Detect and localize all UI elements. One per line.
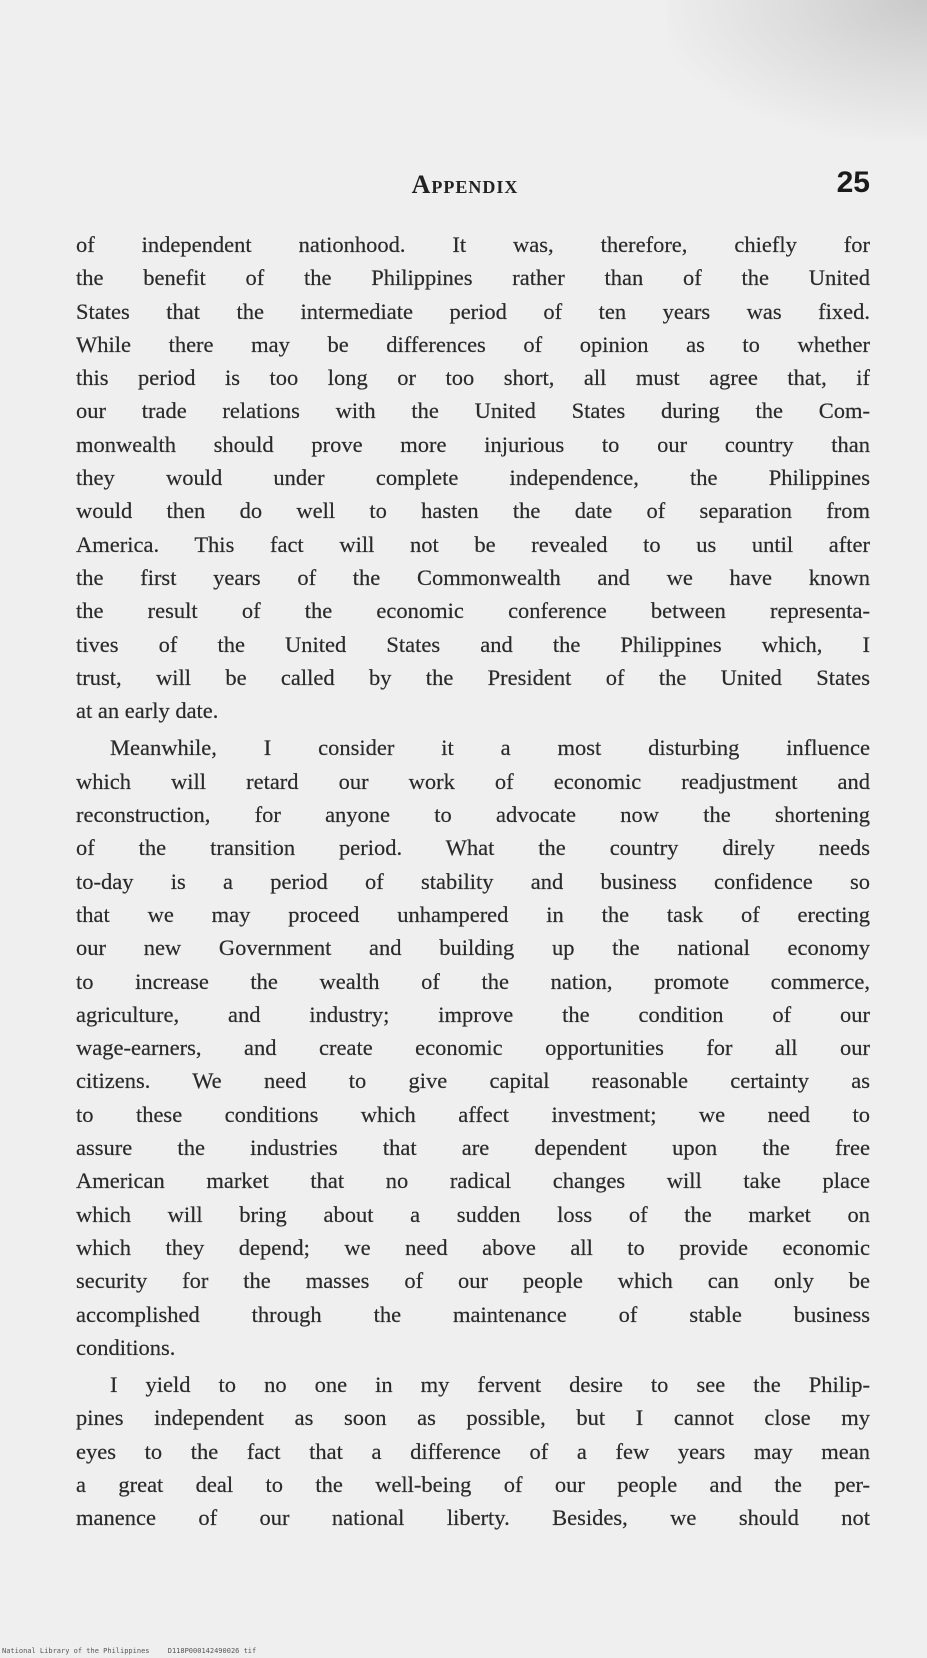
text-line: tives of the United States and the Philippines which, I: [76, 631, 870, 657]
text-line: manence of our national liberty. Besides, we should not: [76, 1505, 870, 1531]
text-line: accomplished through the maintenance of stable business: [76, 1301, 870, 1327]
text-line: this period is too long or too short, all must agree that, if: [76, 365, 870, 391]
text-line: assure the industries that are dependent upon the free: [76, 1135, 870, 1161]
text-line: our new Government and building up the national economy: [76, 935, 870, 961]
text-line: our trade relations with the United States during the Com-: [76, 398, 870, 424]
text-line: which they depend; we need above all to provide economic: [76, 1234, 870, 1260]
text-line: which will retard our work of economic readjustment and: [76, 768, 870, 794]
text-line: of independent nationhood. It was, therefore, chiefly for: [76, 232, 870, 257]
text-line: of the transition period. What the country direly needs: [76, 835, 870, 861]
text-line: would then do well to hasten the date of separation from: [76, 498, 870, 524]
text-line: monwealth should prove more injurious to our country than: [76, 431, 870, 457]
footer-file-id: D118P000142490026 tif: [167, 1647, 257, 1655]
text-line: While there may be differences of opinion as to whether: [76, 331, 870, 357]
text-line: wage-earners, and create economic opportunities for all our: [76, 1035, 870, 1061]
text-line: at an early date.: [76, 698, 219, 724]
text-line: to these conditions which affect investment; we need to: [76, 1101, 870, 1127]
text-line: they would under complete independence, the Philippines: [76, 465, 870, 491]
text-line: America. This fact will not be revealed to us until after: [76, 531, 870, 557]
body-text: [76, 228, 870, 1535]
section-title: Appendix: [411, 170, 519, 199]
text-line: Meanwhile, I consider it a most disturbing influence: [110, 735, 870, 761]
paragraph-3: [76, 1368, 870, 1534]
footer-library: National Library of the Philippines: [2, 1647, 150, 1655]
text-line: to-day is a period of stability and business confidence so: [76, 868, 870, 894]
text-line: eyes to the fact that a difference of a few years may mean: [76, 1438, 870, 1464]
text-line: a great deal to the well-being of our people and the per-: [76, 1471, 870, 1497]
paragraph-1: [76, 228, 870, 727]
text-line: which will bring about a sudden loss of the market on: [76, 1201, 870, 1227]
text-line: that we may proceed unhampered in the task of erecting: [76, 901, 870, 927]
text-line: security for the masses of our people which can only be: [76, 1268, 870, 1294]
running-head: [60, 168, 870, 212]
text-line: American market that no radical changes will take place: [76, 1168, 870, 1194]
scan-footer: [2, 1647, 256, 1655]
paragraph-2: [76, 731, 870, 1364]
text-line: trust, will be called by the President of the United States: [76, 664, 870, 690]
page-number: 25: [836, 166, 870, 199]
text-line: conditions.: [76, 1334, 176, 1360]
text-line: the benefit of the Philippines rather than of the United: [76, 265, 870, 291]
text-line: agriculture, and industry; improve the condition of our: [76, 1001, 870, 1027]
text-line: States that the intermediate period of ten years was fixed.: [76, 298, 870, 324]
text-line: reconstruction, for anyone to advocate now the shortening: [76, 802, 870, 828]
text-line: to increase the wealth of the nation, promote commerce,: [76, 968, 870, 994]
text-line: I yield to no one in my fervent desire to see the Philip-: [110, 1372, 870, 1398]
text-line: the result of the economic conference between representa-: [76, 598, 870, 624]
text-line: citizens. We need to give capital reasonable certainty as: [76, 1068, 870, 1094]
text-line: the first years of the Commonwealth and we have known: [76, 564, 870, 590]
text-line: pines independent as soon as possible, but I cannot close my: [76, 1405, 870, 1431]
